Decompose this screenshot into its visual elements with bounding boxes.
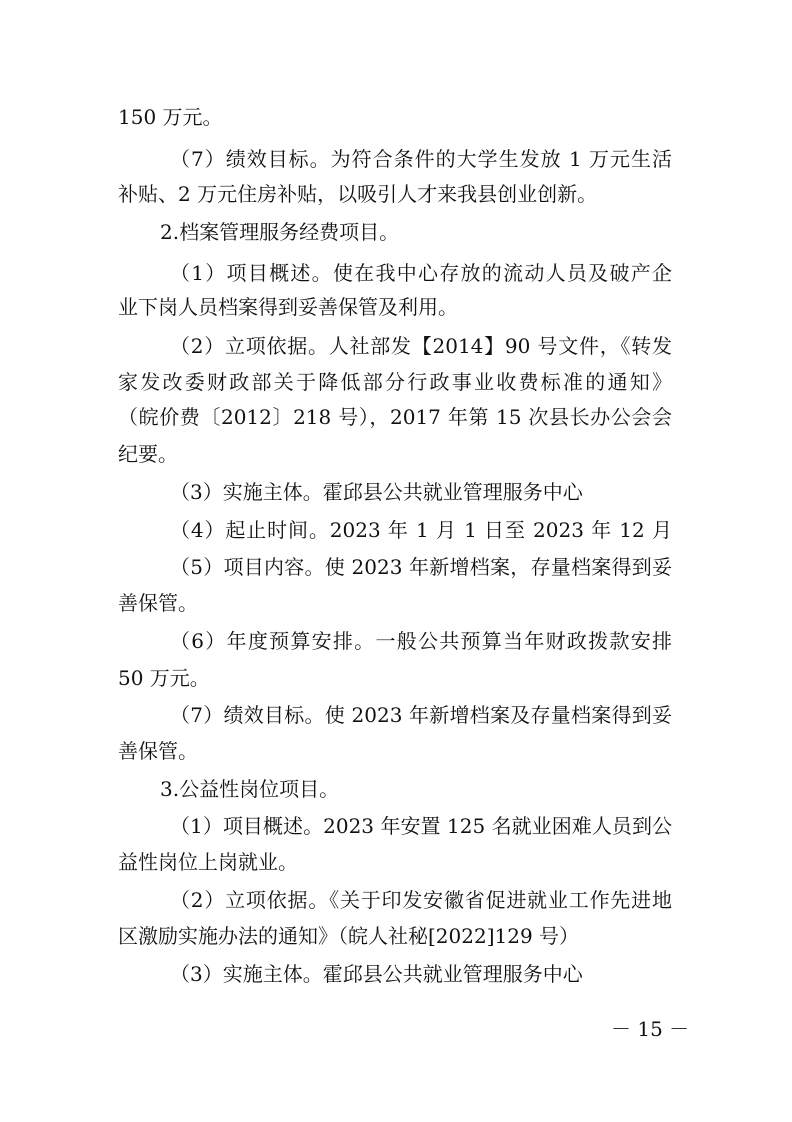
section-heading: 3.公益性岗位项目。	[160, 777, 340, 801]
text-line: （4）起止时间。2023 年 1 月 1 日至 2023 年 12 月	[170, 518, 672, 542]
text-line: 善保管。	[118, 739, 198, 763]
text-line: （2）立项依据。人社部发【2014】90 号文件，《转发	[170, 334, 672, 358]
text-line: （7）绩效目标。为符合条件的大学生发放 1 万元生活	[170, 147, 672, 171]
text-line: （皖价费〔2012〕218 号），2017 年第 15 次县长办公会会	[118, 405, 672, 429]
text-line: 业下岗人员档案得到妥善保管及利用。	[118, 295, 458, 319]
text-line: （5）项目内容。使 2023 年新增档案，存量档案得到妥	[170, 555, 672, 579]
text-line: （3）实施主体。霍邱县公共就业管理服务中心	[170, 962, 583, 986]
text-line: 家发改委财政部关于降低部分行政事业收费标准的通知》	[118, 370, 672, 394]
text-line: 益性岗位上岗就业。	[118, 850, 298, 874]
text-line: 纪要。	[118, 442, 178, 466]
page-number: － 15 －	[611, 1017, 690, 1041]
text-line: （2）立项依据。《关于印发安徽省促进就业工作先进地	[170, 888, 672, 912]
text-line: 50 万元。	[118, 666, 210, 690]
text-line: （1）项目概述。使在我中心存放的流动人员及破产企	[170, 261, 672, 285]
text-line: （7）绩效目标。使 2023 年新增档案及存量档案得到妥	[170, 703, 672, 727]
text-line: 善保管。	[118, 591, 198, 615]
text-line: 补贴、2 万元住房补贴，以吸引人才来我县创业创新。	[118, 182, 598, 206]
text-line: （1）项目概述。2023 年安置 125 名就业困难人员到公	[170, 814, 672, 838]
text-line: （6）年度预算安排。一般公共预算当年财政拨款安排	[170, 629, 672, 653]
text-line: 区激励实施办法的通知》（皖人社秘[2022]129 号）	[118, 924, 580, 948]
text-line: 150 万元。	[118, 105, 223, 129]
section-heading: 2.档案管理服务经费项目。	[160, 220, 400, 244]
text-line: （3）实施主体。霍邱县公共就业管理服务中心	[170, 480, 583, 504]
